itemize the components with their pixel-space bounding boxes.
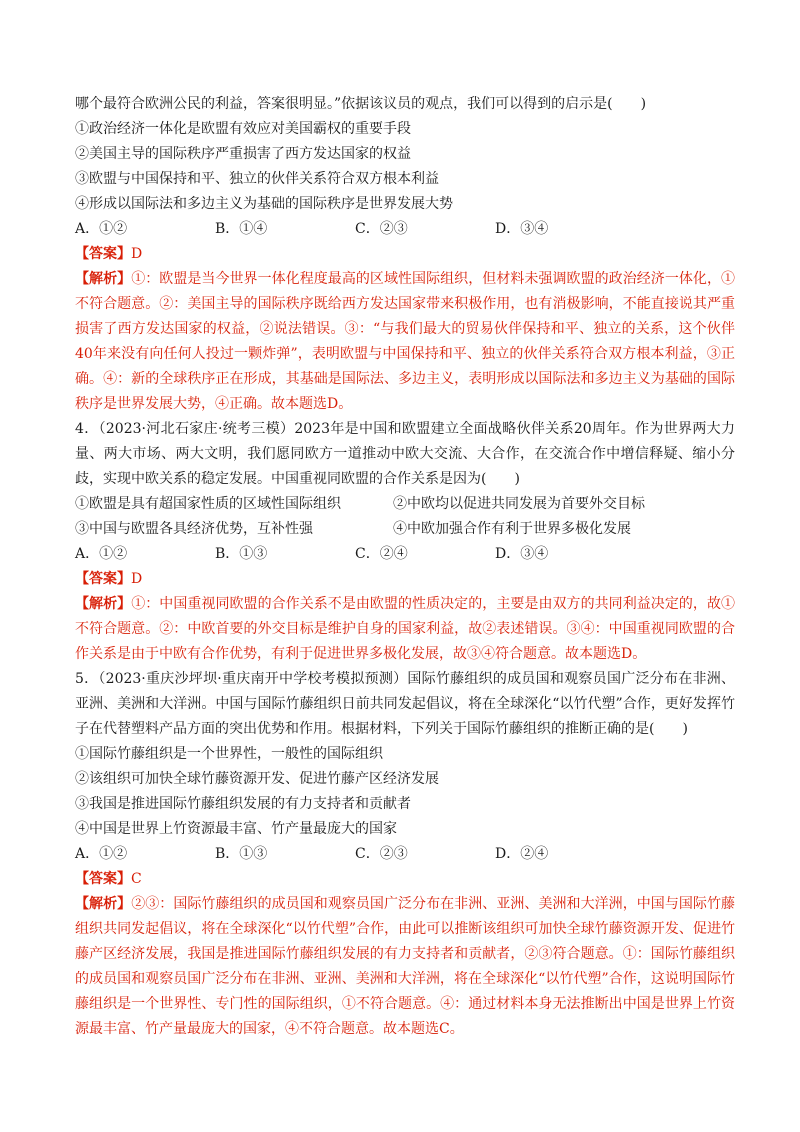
option-a: A．①② [75, 221, 128, 237]
option-c: C．②③ [355, 221, 408, 237]
answer-label: 【答案】 [75, 246, 131, 262]
option-b: B．①③ [215, 846, 268, 862]
analysis [75, 592, 735, 667]
statement-item: ②美国主导的国际秩序严重损害了西方发达国家的权益 [75, 146, 411, 162]
analysis-text: ②③：国际竹藤组织的成员国和观察员国广泛分布在非洲、亚洲、美洲和大洋洲，中国与国际竹藤组织共同发起倡议，将在全球深化“以竹代塑”合作，由此可以推断该组织可加快全球竹藤资源开发、促进竹藤产区经济发展，我国是推进国际竹藤组织发展的有力支持者和贡献者，②③符合题意。①：国际竹藤组织的成员国和观察员国广泛分布在非洲、亚洲、美洲和大洋洲，将在全球深化“以竹代塑”合作，这说明国际竹藤组织是一个世界性、专门性的国际组织，①不符合题意。④：通过材料本身无法推断出中国是世界上竹资源最丰富、竹产量最庞大的国家，④不符合题意。故本题选C。 [75, 896, 736, 1037]
option-b: B．①③ [215, 546, 268, 562]
answer-value: D [131, 246, 143, 262]
statement-item: ①国际竹藤组织是一个世界性，一般性的国际组织 [75, 746, 383, 762]
option-a: A．①② [75, 546, 128, 562]
option-d: D．②④ [495, 846, 549, 862]
analysis-text: ①：中国重视同欧盟的合作关系不是由欧盟的性质决定的，主要是由双方的共同利益决定的，故①不符合题意。②：中欧首要的外交目标是维护自身的国家利益，故②表述错误。③④：中国重视同欧盟的合作关系是由于中欧有合作优势，有利于促进世界多极化发展，故③④符合题意。故本题选D。 [75, 596, 736, 662]
statement-item: ④中欧加强合作有利于世界多极化发展 [393, 521, 631, 537]
question-stem: 4．（2023·河北石家庄·统考三模）2023年是中国和欧盟建立全面战略伙伴关系20周年。作为世界两大力量、两大市场、两大文明，我们愿同欧方一道推动中欧大交流、大合作，在交流合作中增信释疑、缩小分歧，实现中欧关系的稳定发展。中国重视同欧盟的合作关系是因为( ) [75, 421, 735, 487]
document-page [75, 92, 735, 1042]
analysis-label: 【解析】 [75, 896, 132, 912]
question-stem: 哪个最符合欧洲公民的利益，答案很明显。”依据该议员的观点，我们可以得到的启示是( ) [75, 96, 647, 112]
analysis-label: 【解析】 [75, 271, 132, 287]
analysis-text: ①：欧盟是当今世界一体化程度最高的区域性国际组织，但材料未强调欧盟的政治经济一体化，①不符合题意。②：美国主导的国际秩序既给西方发达国家带来积极作用，也有消极影响，不能直接说其严重损害了西方发达国家的权益，②说法错误。③：“与我们最大的贸易伙伴保持和平、独立的关系，这个伙伴40年来没有向任何人投过一颗炸弹”，表明欧盟与中国保持和平、独立的伙伴关系符合双方根本利益，③正确。④：新的全球秩序正在形成，其基础是国际法、多边主义，表明形成以国际法和多边主义为基础的国际秩序是世界发展大势，④正确。故本题选D。 [75, 271, 736, 412]
answer-line [75, 242, 735, 267]
statement-item: ③我国是推进国际竹藤组织发展的有力支持者和贡献者 [75, 796, 411, 812]
answer-line [75, 567, 735, 592]
answer-value: C [131, 871, 142, 887]
answer-line [75, 867, 735, 892]
statement-item: ①政治经济一体化是欧盟有效应对美国霸权的重要手段 [75, 121, 411, 137]
option-a: A．①② [75, 846, 128, 862]
question-stem: 5．（2023·重庆沙坪坝·重庆南开中学校考模拟预测）国际竹藤组织的成员国和观察员国广泛分布在非洲、亚洲、美洲和大洋洲。中国与国际竹藤组织日前共同发起倡议，将在全球深化“以竹代塑”合作，更好发挥竹子在代替塑料产品方面的突出优势和作用。根据材料，下列关于国际竹藤组织的推断正确的是( ) [75, 671, 735, 737]
statement-row [75, 517, 735, 542]
answer-value: D [131, 571, 143, 587]
analysis [75, 267, 735, 417]
answer-options [75, 842, 735, 867]
answer-label: 【答案】 [75, 871, 131, 887]
statement-item: ②该组织可加快全球竹藤资源开发、促进竹藤产区经济发展 [75, 771, 439, 787]
option-b: B．①④ [215, 221, 268, 237]
answer-label: 【答案】 [75, 571, 131, 587]
answer-options [75, 542, 735, 567]
statement-item: ②中欧均以促进共同发展为首要外交目标 [393, 496, 645, 512]
statement-item: ④形成以国际法和多边主义为基础的国际秩序是世界发展大势 [75, 196, 453, 212]
option-c: C．②④ [355, 546, 408, 562]
question-4 [75, 417, 735, 667]
statement-item: ④中国是世界上竹资源最丰富、竹产量最庞大的国家 [75, 821, 397, 837]
statement-item: ③中国与欧盟各具经济优势，互补性强 [75, 521, 313, 537]
question-5 [75, 667, 735, 1042]
option-c: C．②③ [355, 846, 408, 862]
statement-item: ③欧盟与中国保持和平、独立的伙伴关系符合双方根本利益 [75, 171, 439, 187]
option-d: D．③④ [495, 546, 549, 562]
analysis [75, 892, 735, 1042]
analysis-label: 【解析】 [75, 596, 132, 612]
question-3 [75, 92, 735, 417]
answer-options [75, 217, 735, 242]
statement-row [75, 492, 735, 517]
statement-item: ①欧盟是具有超国家性质的区域性国际组织 [75, 496, 341, 512]
option-d: D．③④ [495, 221, 549, 237]
